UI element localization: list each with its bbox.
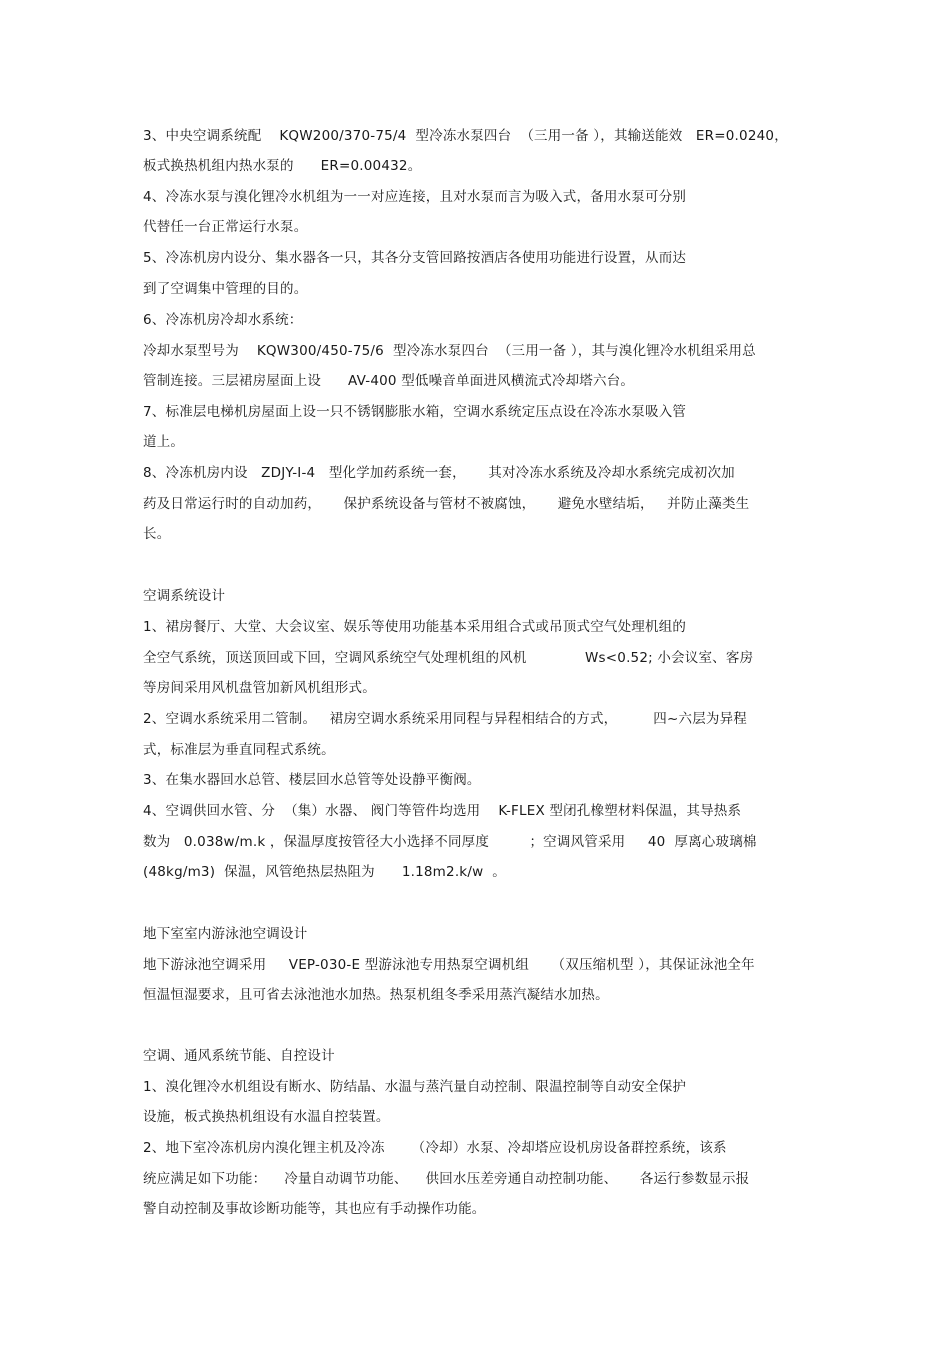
text-line: 到了空调集中管理的目的。 (143, 281, 308, 297)
text-line: 警自动控制及事故诊断功能等，其也应有手动操作功能。 (143, 1201, 486, 1217)
text-line: 式，标准层为垂直同程式系统。 (143, 742, 335, 758)
text-line: 5、冷冻机房内设分、集水器各一只，其各分支管回路按酒店各使用功能进行设置，从而达 (143, 250, 687, 266)
text-line: 等房间采用风机盘管加新风机组形式。 (143, 680, 376, 696)
text-line: 代替任一台正常运行水泵。 (143, 219, 308, 235)
text-line: 长。 (143, 526, 171, 542)
text-line: 7、标准层电梯机房屋面上设一只不锈钢膨胀水箱，空调水系统定压点设在冷冻水泵吸入管 (143, 404, 687, 420)
text-line: 管制连接。三层裙房屋面上设 AV-400 型低噪音单面进风横流式冷却塔六台。 (143, 373, 635, 389)
text-line: 2、空调水系统采用二管制。 裙房空调水系统采用同程与异程相结合的方式， 四~六层为异程 (143, 711, 748, 727)
text-line: 1、溴化锂冷水机组设有断水、防结晶、水温与蒸汽量自动控制、限温控制等自动安全保护 (143, 1079, 687, 1095)
text-line: 恒温恒湿要求，且可省去泳池池水加热。热泵机组冬季采用蒸汽凝结水加热。 (143, 987, 609, 1003)
text-line: 板式换热机组内热水泵的 ER=0.00432。 (143, 158, 422, 174)
text-line: 4、空调供回水管、分 （集）水器、 阀门等管件均选用 K-FLEX 型闭孔橡塑材料保温，其导热系 (143, 803, 742, 819)
section-heading: 空调、通风系统节能、自控设计 (143, 1048, 335, 1064)
text-line: 3、中央空调系统配 KQW200/370-75/4 型冷冻水泵四台 （三用一备 ），其输送能效 ER=0.0240， (143, 128, 788, 144)
text-line: 8、冷冻机房内设 ZDJY-I-4 型化学加药系统一套， 其对冷冻水系统及冷却水系统完成初次加 (143, 465, 735, 481)
text-line: 统应满足如下功能： 冷量自动调节功能、 供回水压差旁通自动控制功能、 各运行参数显示报 (143, 1171, 750, 1187)
text-line: 药及日常运行时的自动加药， 保护系统设备与管材不被腐蚀， 避免水壁结垢， 并防止藻类生 (143, 496, 750, 512)
text-line: 数为 0.038w/m.k ，保温厚度按管径大小选择不同厚度 ；空调风管采用 40 厚离心玻璃棉 (143, 834, 757, 850)
text-line: 地下游泳池空调采用 VEP-030-E 型游泳池专用热泵空调机组 （双压缩机型 ），其保证泳池全年 (143, 957, 755, 973)
section-heading: 地下室室内游泳池空调设计 (143, 926, 308, 942)
text-line: 道上。 (143, 434, 185, 450)
text-line: 2、地下室冷冻机房内溴化锂主机及冷冻 （冷却）水泵、冷却塔应设机房设备群控系统，该系 (143, 1140, 727, 1156)
text-line: 冷却水泵型号为 KQW300/450-75/6 型冷冻水泵四台 （三用一备 ），其与溴化锂冷水机组采用总 (143, 343, 756, 359)
text-line: 全空气系统，顶送顶回或下回，空调风系统空气处理机组的风机 Ws<0.52; 小会议室、客房 (143, 650, 754, 666)
text-line: 4、冷冻水泵与溴化锂冷水机组为一一对应连接，且对水泵而言为吸入式，备用水泵可分别 (143, 189, 687, 205)
text-line: 6、冷冻机房冷却水系统： (143, 312, 303, 328)
section-heading: 空调系统设计 (143, 588, 226, 604)
text-line: (48kg/m3) 保温，风管绝热层热阻为 1.18m2.k/w 。 (143, 864, 506, 880)
text-line: 3、在集水器回水总管、楼层回水总管等处设静平衡阀。 (143, 772, 481, 788)
text-line: 设施，板式换热机组设有水温自控装置。 (143, 1109, 390, 1125)
text-line: 1、裙房餐厅、大堂、大会议室、娱乐等使用功能基本采用组合式或吊顶式空气处理机组的 (143, 619, 687, 635)
